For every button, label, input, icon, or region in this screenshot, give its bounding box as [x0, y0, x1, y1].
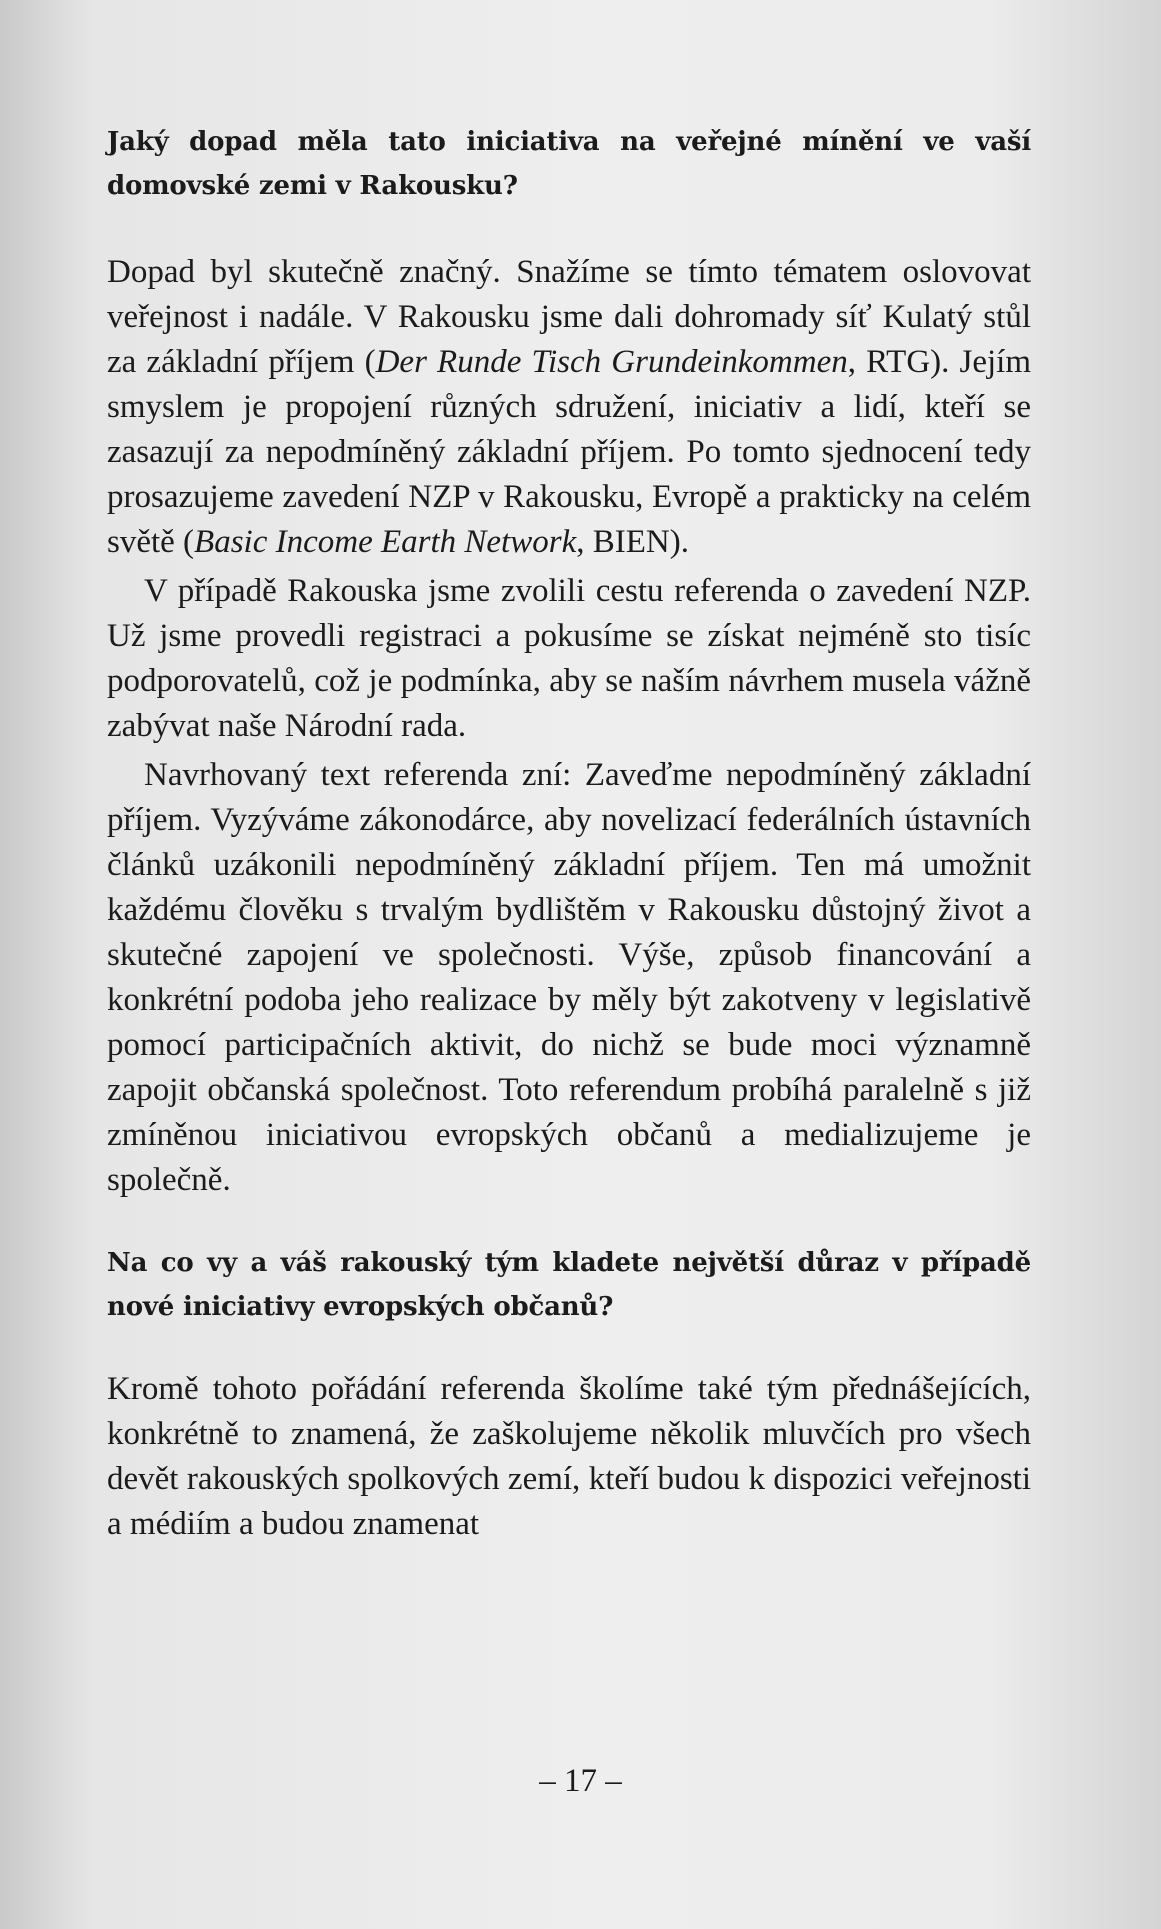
question-heading-2: Na co vy a váš rakouský tým kladete největší důraz v případě nové iniciativy evropských občanů?	[107, 1248, 1031, 1322]
italic-term-bien: Basic Income Earth Network	[194, 524, 577, 560]
text-run: Dopad byl skutečně značný. Snažíme se tímto tématem oslovovat veřejnost i nadále. V Rakousku jsme dali dohromady síť Kulatý stůl za základní příjem (	[107, 254, 1031, 380]
answer-1-paragraph-2: V případě Rakouska jsme zvolili cestu referenda o zavedení NZP. Už jsme provedli registraci a pokusíme se získat nejméně sto tisíc podporovatelů, což je podmínka, aby se naším návrhem musela vážně zabývat naše Národní rada.	[107, 573, 1031, 744]
answer-1-paragraph-3: Navrhovaný text referenda zní: Zaveďme nepodmíněný základní příjem. Vyzýváme zákonodárce, aby novelizací federálních ústavních článků uzákonili nepodmíněný základní příjem. Ten má umožnit každému člověku s trvalým bydlištěm v Rakousku důstojný život a skutečné zapojení ve společnosti. Výše, způsob financování a konkrétní podoba jeho realizace by měly být zakotveny v legislativě pomocí participačních aktivit, do nichž se bude moci významně zapojit občanská společnost. Toto referendum probíhá paralelně s již zmíněnou iniciativou evropských občanů a medializujeme je společně.	[107, 757, 1031, 1198]
italic-term-rtg: Der Runde Tisch Grundeinkommen	[375, 344, 848, 380]
answer-1-paragraph-1	[107, 250, 1031, 565]
question-heading-1: Jaký dopad měla tato iniciativa na veřejné mínění ve vaší domovské zemi v Rakousku?	[107, 127, 1031, 201]
answer-2-paragraph-1: Kromě tohoto pořádání referenda školíme také tým přednášejících, konkrétně to znamená, že zaškolujeme několik mluvčích pro všech devět rakouských spolkových zemí, kteří budou k dispozici veřejnosti a médiím a budou znamenat	[107, 1371, 1031, 1542]
text-run: , BIEN).	[576, 524, 689, 560]
page-number: – 17 –	[539, 1763, 622, 1799]
text-run: , RTG). Jejím smyslem je propojení různých sdružení, iniciativ a lidí, kteří se zasazují za nepodmíněný základní příjem. Po tomto sjednocení tedy prosazujeme zavedení NZP v Rakousku, Evropě a prakticky na celém světě (	[107, 344, 1032, 560]
